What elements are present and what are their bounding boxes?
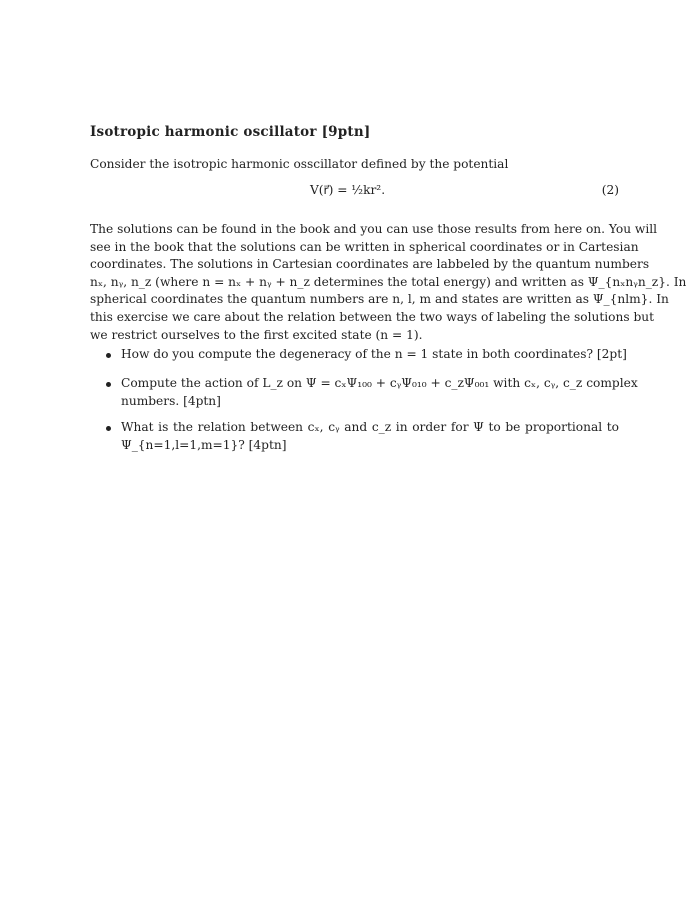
paragraph-line: coordinates. The solutions in Cartesian coordinates are labbeled by the quantum numbers [90, 257, 650, 272]
bullet-line: Ψ_{n=1,l=1,m=1}? [4ptn] [121, 437, 287, 452]
equation-row [90, 183, 619, 205]
bullet-icon [106, 353, 111, 358]
intro-sentence: Consider the isotropic harmonic osscillator defined by the potential [90, 157, 509, 171]
list-item [106, 419, 619, 454]
bullet-line: numbers. [4ptn] [121, 393, 221, 408]
body-paragraph [90, 221, 687, 344]
bullet-icon [106, 382, 111, 387]
bullet-line: Compute the action of L_z on Ψ = cₓΨ₁₀₀ + cᵧΨ₀₁₀ + c_zΨ₀₀₁ with cₓ, cᵧ, c_z complex [121, 376, 638, 390]
bullet-line: What is the relation between cₓ, cᵧ and c_z in order for Ψ to be proportional to [121, 420, 619, 434]
bullet-icon [106, 426, 111, 431]
paragraph-line: spherical coordinates the quantum numbers are n, l, m and states are written as Ψ_{nlm}. In [90, 292, 669, 307]
list-item [106, 375, 638, 410]
paragraph-line: we restrict ourselves to the first excited state (n = 1). [90, 327, 423, 342]
equation-number: (2) [601, 183, 619, 197]
bullet-line: How do you compute the degeneracy of the n = 1 state in both coordinates? [2pt] [121, 347, 627, 361]
list-item [106, 346, 627, 364]
potential-equation: V(r⃗) = ½kr². [310, 183, 386, 197]
paragraph-line: The solutions can be found in the book and you can use those results from here on. You will [90, 222, 658, 236]
paragraph-line: this exercise we care about the relation between the two ways of labeling the solutions but [90, 309, 655, 324]
paragraph-line: nₓ, nᵧ, n_z (where n = nₓ + nᵧ + n_z determines the total energy) and written as Ψ_{nₓnᵧn_z}. In [90, 274, 687, 289]
section-title: Isotropic harmonic oscillator [9ptn] [90, 124, 371, 140]
paragraph-line: see in the book that the solutions can be written in spherical coordinates or in Cartesian [90, 239, 639, 254]
